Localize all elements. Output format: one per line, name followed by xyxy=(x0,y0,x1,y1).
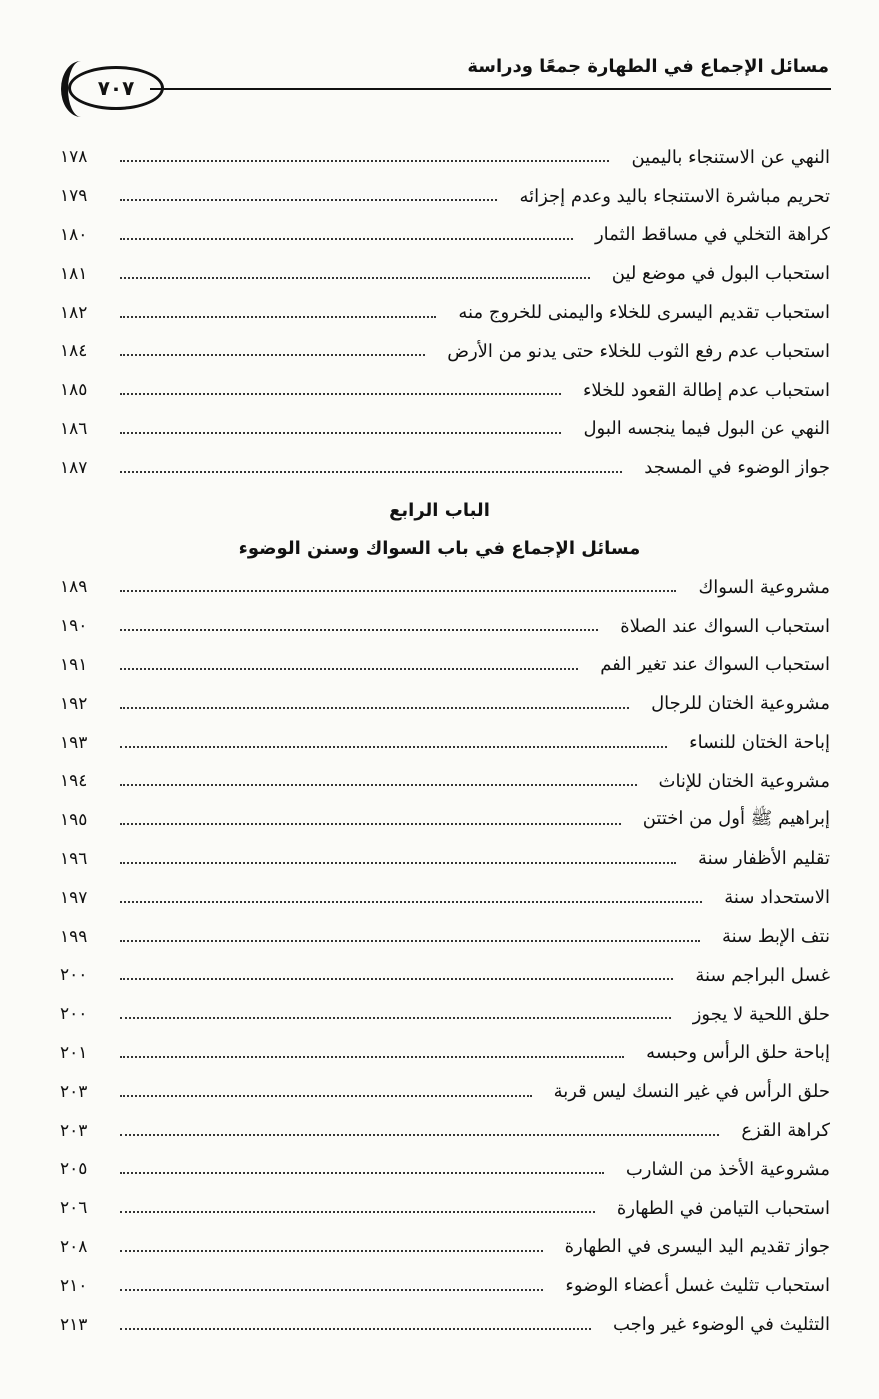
toc-entry-title: كراهة التخلي في مساقط الثمار xyxy=(594,224,830,246)
toc-entry[interactable] xyxy=(60,1189,830,1228)
toc-entry-page: ٢١٣ xyxy=(60,1314,88,1335)
page-number: ٧٠٧ xyxy=(97,76,135,100)
toc-list-before xyxy=(60,138,830,487)
toc-entry[interactable] xyxy=(60,801,830,840)
toc-entry-title: استحباب البول في موضع لين xyxy=(611,263,830,285)
toc-entry-title: النهي عن الاستنجاء باليمين xyxy=(631,146,830,168)
dot-leader xyxy=(120,940,700,942)
toc-entry[interactable] xyxy=(60,293,830,332)
toc-entry-page: ٢٠٦ xyxy=(60,1198,88,1219)
toc-entry-title: مشروعية الختان للإناث xyxy=(658,770,830,792)
toc-entry-page: ١٩٣ xyxy=(60,732,88,753)
toc-entry-page: ١٩٠ xyxy=(60,616,88,637)
toc-entry-page: ٢٠٣ xyxy=(60,1081,88,1102)
toc-entry-title: استحباب التيامن في الطهارة xyxy=(616,1197,830,1219)
toc-entry[interactable] xyxy=(60,1072,830,1111)
dot-leader xyxy=(120,199,497,201)
toc-entry[interactable] xyxy=(60,1111,830,1150)
toc-entry-page: ١٨٦ xyxy=(60,418,88,439)
toc-entry-title: استحباب السواك عند الصلاة xyxy=(620,615,830,637)
toc-entry[interactable] xyxy=(60,607,830,646)
toc-entry-title: النهي عن البول فيما ينجسه البول xyxy=(583,418,830,440)
dot-leader xyxy=(120,1095,532,1097)
toc-entry-title: الاستحداد سنة xyxy=(724,887,830,909)
toc-entry[interactable] xyxy=(60,646,830,685)
toc-entry[interactable] xyxy=(60,216,830,255)
toc-entry-title: تقليم الأظفار سنة xyxy=(698,848,830,870)
dot-leader xyxy=(120,354,425,356)
toc-entry-page: ١٩٦ xyxy=(60,848,88,869)
dot-leader xyxy=(120,823,621,825)
dot-leader xyxy=(120,784,637,786)
toc-entry[interactable] xyxy=(60,254,830,293)
toc-entry[interactable] xyxy=(60,448,830,487)
toc-entry-title: حلق الرأس في غير النسك ليس قربة xyxy=(553,1081,830,1103)
toc-entry[interactable] xyxy=(60,1228,830,1267)
dot-leader xyxy=(120,277,590,279)
toc-entry[interactable] xyxy=(60,762,830,801)
toc-entry[interactable] xyxy=(60,684,830,723)
toc-entry-title: مشروعية السواك xyxy=(698,576,830,598)
toc-entry-page: ٢٠٠ xyxy=(60,1004,88,1025)
toc-entry-page: ٢٠٨ xyxy=(60,1236,88,1257)
toc-entry-page: ١٩٤ xyxy=(60,771,88,792)
toc-entry-title: حلق اللحية لا يجوز xyxy=(692,1003,830,1025)
toc-entry[interactable] xyxy=(60,995,830,1034)
toc-entry-title: إباحة الختان للنساء xyxy=(689,732,830,754)
dot-leader xyxy=(120,160,609,162)
toc-entry-title: استحباب السواك عند تغير الفم xyxy=(600,654,830,676)
toc-entry-title: استحباب عدم إطالة القعود للخلاء xyxy=(582,379,830,401)
page-number-oval xyxy=(68,66,164,110)
toc-entry-title: كراهة القزع xyxy=(741,1120,830,1142)
dot-leader xyxy=(120,1134,719,1136)
toc-entry[interactable] xyxy=(60,878,830,917)
toc-entry-page: ١٩٥ xyxy=(60,810,88,831)
toc-entry[interactable] xyxy=(60,723,830,762)
toc-entry-title: استحباب تثليث غسل أعضاء الوضوء xyxy=(565,1275,830,1297)
toc-entry-title: إبراهيم ﷺ أول من اختتن xyxy=(642,808,830,830)
running-title: مسائل الإجماع في الطهارة جمعًا ودراسة xyxy=(467,56,829,77)
dot-leader xyxy=(120,1172,604,1174)
toc-entry-page: ١٩٩ xyxy=(60,926,88,947)
toc-entry[interactable] xyxy=(60,956,830,995)
dot-leader xyxy=(120,746,667,748)
toc-entry[interactable] xyxy=(60,332,830,371)
dot-leader xyxy=(120,393,561,395)
dot-leader xyxy=(120,1289,543,1291)
dot-leader xyxy=(120,432,561,434)
toc-entry-page: ٢٠٣ xyxy=(60,1120,88,1141)
dot-leader xyxy=(120,901,702,903)
toc-entry[interactable] xyxy=(60,1150,830,1189)
toc-entry-page: ٢٠٥ xyxy=(60,1159,88,1180)
toc-entry[interactable] xyxy=(60,138,830,177)
toc-entry-page: ١٩٧ xyxy=(60,887,88,908)
toc-entry[interactable] xyxy=(60,177,830,216)
page-header xyxy=(0,0,879,130)
toc-entry-title: جواز الوضوء في المسجد xyxy=(644,457,830,479)
toc-entry-page: ١٧٩ xyxy=(60,186,88,207)
toc-entry-page: ٢٠٠ xyxy=(60,965,88,986)
toc-entry-page: ١٨٥ xyxy=(60,380,88,401)
dot-leader xyxy=(120,707,629,709)
dot-leader xyxy=(120,862,676,864)
toc-entry[interactable] xyxy=(60,917,830,956)
toc-entry[interactable] xyxy=(60,371,830,410)
dot-leader xyxy=(120,1056,624,1058)
toc-entry[interactable] xyxy=(60,1266,830,1305)
part-heading: الباب الرابع xyxy=(389,500,490,521)
toc-entry[interactable] xyxy=(60,410,830,449)
toc-list-after xyxy=(60,568,830,1344)
toc-entry-page: ٢٠١ xyxy=(60,1042,88,1063)
header-rule xyxy=(150,88,831,90)
toc-entry-page: ١٨٤ xyxy=(60,341,88,362)
toc-entry[interactable] xyxy=(60,840,830,879)
toc-entry-title: مشروعية الأخذ من الشارب xyxy=(625,1158,830,1180)
toc-entry-page: ١٨٧ xyxy=(60,457,88,478)
toc-entry-page: ١٨٠ xyxy=(60,224,88,245)
dot-leader xyxy=(120,629,598,631)
dot-leader xyxy=(120,1250,543,1252)
toc-entry-page: ١٩٢ xyxy=(60,693,88,714)
toc-entry-title: غسل البراجم سنة xyxy=(695,964,830,986)
toc-entry-title: التثليث في الوضوء غير واجب xyxy=(612,1314,830,1336)
toc-entry-title: جواز تقديم اليد اليسرى في الطهارة xyxy=(564,1236,830,1258)
toc-entry-page: ١٩١ xyxy=(60,654,88,675)
dot-leader xyxy=(120,590,676,592)
toc-entry-page: ١٧٨ xyxy=(60,147,88,168)
toc-entry-title: مشروعية الختان للرجال xyxy=(651,693,830,715)
toc-entry[interactable] xyxy=(60,1034,830,1073)
dot-leader xyxy=(120,471,622,473)
toc-entry-title: نتف الإبط سنة xyxy=(721,926,830,948)
dot-leader xyxy=(120,1017,671,1019)
toc-entry-title: استحباب تقديم اليسرى للخلاء واليمنى للخروج منه xyxy=(458,302,830,324)
dot-leader xyxy=(120,238,573,240)
dot-leader xyxy=(120,668,578,670)
toc-entry-title: إباحة حلق الرأس وحبسه xyxy=(646,1042,830,1064)
dot-leader xyxy=(120,1328,591,1330)
toc-entry-title: تحريم مباشرة الاستنجاء باليد وعدم إجزائه xyxy=(519,185,830,207)
toc-entry-page: ١٨٢ xyxy=(60,302,88,323)
toc-entry-title: استحباب عدم رفع الثوب للخلاء حتى يدنو من الأرض xyxy=(447,340,830,362)
toc-entry-page: ١٨٩ xyxy=(60,577,88,598)
toc-entry[interactable] xyxy=(60,1305,830,1344)
dot-leader xyxy=(120,978,673,980)
part-subheading: مسائل الإجماع في باب السواك وسنن الوضوء xyxy=(238,538,641,559)
dot-leader xyxy=(120,316,436,318)
toc-entry-page: ٢١٠ xyxy=(60,1275,88,1296)
toc-entry[interactable] xyxy=(60,568,830,607)
toc-entry-page: ١٨١ xyxy=(60,263,88,284)
dot-leader xyxy=(120,1211,595,1213)
